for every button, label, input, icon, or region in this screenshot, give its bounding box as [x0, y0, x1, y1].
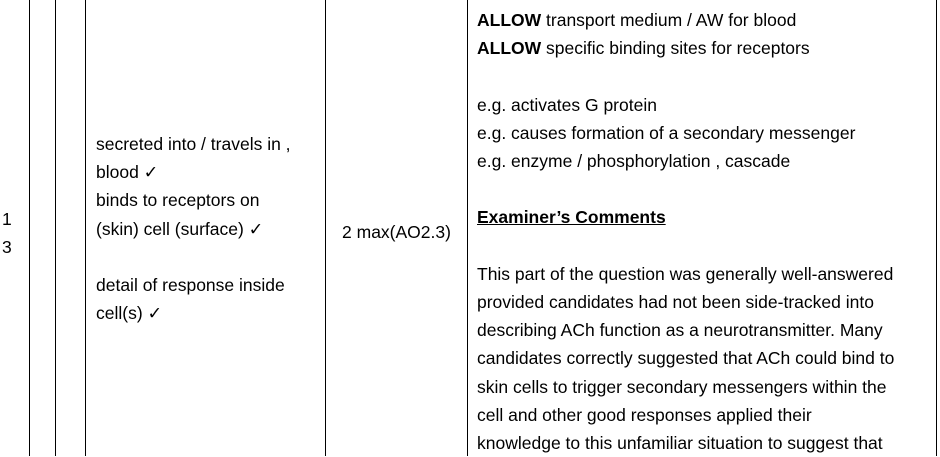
column-divider — [55, 0, 56, 456]
allow-line — [477, 6, 935, 34]
column-divider — [85, 0, 86, 456]
answer-line: (skin) cell (surface) ✓ — [96, 218, 264, 239]
column-divider — [29, 0, 30, 456]
question-number-digit: 1 — [2, 209, 12, 229]
examiners-comments-heading: Examiner’s Comments — [477, 207, 666, 228]
comment-line: cell and other good responses applied their — [477, 404, 812, 425]
comment-line: describing ACh function as a neurotransmitter. Many — [477, 320, 883, 341]
column-divider — [936, 0, 937, 456]
answer-cell — [96, 130, 321, 327]
answer-line: cell(s) ✓ — [96, 303, 163, 324]
column-divider — [467, 0, 468, 456]
guidance-gap — [477, 62, 935, 90]
guidance-gap — [477, 175, 935, 203]
answer-line: secreted into / travels in , — [96, 134, 291, 154]
example-line: e.g. causes formation of a secondary messenger — [477, 122, 856, 143]
guidance-cell — [477, 6, 935, 457]
marks-cell: 2 max(AO2.3) — [342, 222, 451, 242]
comment-line: skin cells to trigger secondary messengers within the — [477, 376, 887, 397]
answer-line: blood ✓ — [96, 162, 159, 183]
answer-gap — [96, 243, 321, 271]
allow-text: transport medium / AW for blood — [541, 10, 797, 30]
guidance-gap — [477, 232, 935, 260]
comment-line: candidates correctly suggested that ACh could bind to — [477, 348, 895, 369]
question-number-digit: 3 — [2, 237, 12, 257]
allow-text: specific binding sites for receptors — [541, 38, 810, 59]
comment-line: knowledge to this unfamiliar situation to suggest that — [477, 433, 883, 453]
allow-keyword: ALLOW — [477, 10, 542, 30]
comment-line: provided candidates had not been side-tracked into — [477, 291, 874, 312]
example-line: e.g. activates G protein — [477, 94, 657, 115]
example-line: e.g. enzyme / phosphorylation , cascade — [477, 151, 791, 171]
allow-keyword: ALLOW — [477, 38, 542, 59]
allow-line — [477, 34, 935, 62]
answer-line: detail of response inside — [96, 275, 285, 295]
comment-line: This part of the question was generally well-answered — [477, 263, 894, 284]
answer-line: binds to receptors on — [96, 190, 260, 211]
question-number — [2, 205, 14, 261]
